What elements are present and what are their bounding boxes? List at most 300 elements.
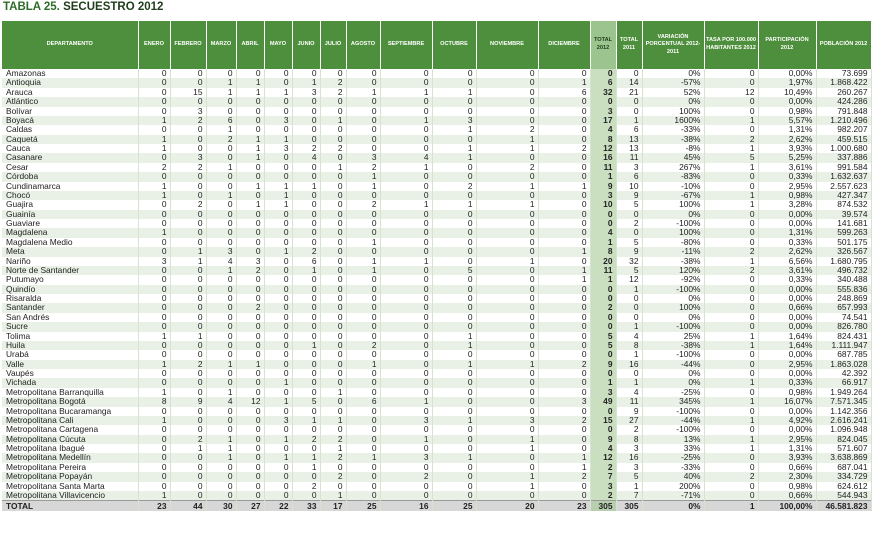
table-cell: 0 <box>236 69 264 78</box>
table-cell: -67% <box>642 191 704 200</box>
table-cell: 0 <box>206 407 236 416</box>
table-cell: 0 <box>138 78 170 87</box>
table-cell: 0 <box>236 275 264 284</box>
table-cell: 624.612 <box>816 482 871 491</box>
column-header: DICIEMBRE <box>538 21 590 69</box>
table-cell: 0 <box>538 294 590 303</box>
table-cell: 459.515 <box>816 135 871 144</box>
table-cell: 0 <box>264 369 292 378</box>
table-cell: 1 <box>292 266 320 275</box>
department-cell: Guaviare <box>2 219 138 228</box>
table-cell: 0 <box>320 425 346 434</box>
table-cell: 1 <box>138 191 170 200</box>
table-cell: 0 <box>264 125 292 134</box>
table-row <box>2 425 871 434</box>
table-row <box>2 116 871 125</box>
department-cell: Metropolitana Ibagué <box>2 444 138 453</box>
table-cell: 0 <box>476 238 538 247</box>
table-cell: 1 <box>476 444 538 453</box>
table-cell: 0 <box>432 444 476 453</box>
table-cell: 0 <box>170 172 206 181</box>
table-cell: 3 <box>432 116 476 125</box>
table-cell: 0 <box>704 313 758 322</box>
table-cell: 1 <box>138 491 170 501</box>
table-cell: 0 <box>380 182 432 191</box>
total-cell: 100,00% <box>758 501 816 512</box>
table-cell: 0 <box>320 322 346 331</box>
table-cell: 1 <box>380 116 432 125</box>
table-cell: 200% <box>642 482 704 491</box>
department-cell: Risaralda <box>2 294 138 303</box>
total-cell: 1 <box>704 501 758 512</box>
total-cell: 30 <box>206 501 236 512</box>
table-cell: 1 <box>538 453 590 462</box>
total-cell: 27 <box>236 501 264 512</box>
table-cell: 13 <box>616 135 642 144</box>
table-cell: 10 <box>616 182 642 191</box>
department-cell: Metropolitana Barranquilla <box>2 388 138 397</box>
table-cell: 0 <box>138 200 170 209</box>
table-cell: 0 <box>264 360 292 369</box>
table-cell: -92% <box>642 275 704 284</box>
total-cell: 22 <box>264 501 292 512</box>
table-cell: 0 <box>320 294 346 303</box>
table-cell: 0 <box>380 491 432 501</box>
table-cell: 0 <box>206 482 236 491</box>
table-cell: 2,95% <box>758 435 816 444</box>
table-row <box>2 182 871 191</box>
table-cell: 0 <box>538 107 590 116</box>
table-cell: 2 <box>292 435 320 444</box>
table-cell: 32 <box>590 88 616 97</box>
table-cell: 0 <box>704 210 758 219</box>
table-cell: 0 <box>264 303 292 312</box>
table-row <box>2 397 871 406</box>
table-cell: 2,95% <box>758 182 816 191</box>
table-cell: 1 <box>476 435 538 444</box>
table-cell: 0,33% <box>758 275 816 284</box>
table-cell: 6 <box>538 88 590 97</box>
department-cell: Metropolitana Villavicencio <box>2 491 138 501</box>
table-cell: 0 <box>380 350 432 359</box>
table-cell: 2 <box>538 416 590 425</box>
department-cell: Metropolitana Pereira <box>2 463 138 472</box>
table-cell: 0,00% <box>758 285 816 294</box>
table-cell: 0 <box>206 144 236 153</box>
table-cell: 1 <box>206 435 236 444</box>
table-row <box>2 247 871 256</box>
table-cell: 0 <box>206 97 236 106</box>
table-cell: 4 <box>590 444 616 453</box>
table-cell: 1 <box>346 453 380 462</box>
table-cell: 1,97% <box>758 78 816 87</box>
table-cell: 0 <box>320 266 346 275</box>
table-cell: 0 <box>292 407 320 416</box>
table-cell: 3 <box>616 444 642 453</box>
table-title <box>3 1 163 15</box>
table-row <box>2 275 871 284</box>
table-row <box>2 266 871 275</box>
total-cell: 25 <box>346 501 380 512</box>
table-row <box>2 135 871 144</box>
table-cell: 0 <box>206 69 236 78</box>
table-cell: 0 <box>476 341 538 350</box>
table-cell: 0 <box>538 200 590 209</box>
department-cell: Vaupés <box>2 369 138 378</box>
table-cell: 0 <box>236 247 264 256</box>
table-cell: 0 <box>476 303 538 312</box>
table-cell: 1 <box>292 463 320 472</box>
table-cell: 0 <box>380 341 432 350</box>
table-cell: 2 <box>292 482 320 491</box>
table-cell: 0 <box>206 172 236 181</box>
table-cell: 0 <box>432 322 476 331</box>
table-cell: 0 <box>206 182 236 191</box>
table-cell: 0 <box>432 407 476 416</box>
table-cell: 0 <box>264 266 292 275</box>
table-cell: 0 <box>292 69 320 78</box>
table-cell: 0 <box>346 285 380 294</box>
table-cell: 1 <box>346 257 380 266</box>
table-cell: 16 <box>590 153 616 162</box>
table-cell: 0 <box>346 444 380 453</box>
table-cell: 0 <box>538 350 590 359</box>
table-cell: 0 <box>236 332 264 341</box>
table-cell: 3 <box>380 416 432 425</box>
table-cell: 0 <box>432 191 476 200</box>
table-row <box>2 332 871 341</box>
table-cell: 0 <box>170 350 206 359</box>
table-cell: 0,98% <box>758 388 816 397</box>
table-cell: 0 <box>432 172 476 181</box>
table-cell: 1 <box>616 378 642 387</box>
table-cell: 0,00% <box>758 97 816 106</box>
table-cell: 2 <box>138 163 170 172</box>
column-header: POBLACIÓN 2012 <box>816 21 871 69</box>
table-cell: 0 <box>476 313 538 322</box>
table-cell: 0 <box>704 482 758 491</box>
table-cell: 334.729 <box>816 472 871 481</box>
table-cell: 248.869 <box>816 294 871 303</box>
table-cell: 1 <box>292 341 320 350</box>
table-cell: 1 <box>264 182 292 191</box>
table-cell: 0 <box>346 463 380 472</box>
table-cell: 3 <box>590 388 616 397</box>
table-cell: 0 <box>704 453 758 462</box>
table-cell: 0 <box>138 266 170 275</box>
table-cell: 0 <box>170 97 206 106</box>
table-cell: 0 <box>170 285 206 294</box>
table-row <box>2 219 871 228</box>
table-cell: 0 <box>538 191 590 200</box>
table-cell: 0 <box>704 78 758 87</box>
department-cell: Metropolitana Cartagena <box>2 425 138 434</box>
table-cell: 0 <box>292 322 320 331</box>
table-cell: 267% <box>642 163 704 172</box>
table-cell: 0 <box>264 275 292 284</box>
table-cell: 3 <box>170 153 206 162</box>
table-cell: 3 <box>476 416 538 425</box>
table-cell: 1.868.422 <box>816 78 871 87</box>
table-cell: 0 <box>346 350 380 359</box>
table-cell: 0 <box>538 303 590 312</box>
table-row <box>2 378 871 387</box>
table-cell: 100% <box>642 200 704 209</box>
table-cell: 0 <box>236 313 264 322</box>
table-row <box>2 313 871 322</box>
table-cell: -38% <box>642 257 704 266</box>
table-cell: 337.886 <box>816 153 871 162</box>
table-cell: 0 <box>616 294 642 303</box>
table-cell: 2 <box>616 219 642 228</box>
department-cell: Atlántico <box>2 97 138 106</box>
table-cell: 0 <box>432 313 476 322</box>
table-cell: 0 <box>206 153 236 162</box>
table-cell: 1 <box>704 257 758 266</box>
table-cell: 3 <box>616 163 642 172</box>
table-cell: 0% <box>642 210 704 219</box>
table-row <box>2 303 871 312</box>
table-cell: 0 <box>206 275 236 284</box>
table-cell: 1 <box>704 332 758 341</box>
table-cell: 0 <box>264 294 292 303</box>
table-cell: 12 <box>704 88 758 97</box>
table-cell: -100% <box>642 407 704 416</box>
table-cell: 0 <box>320 350 346 359</box>
department-cell: Huila <box>2 341 138 350</box>
table-cell: 0 <box>380 97 432 106</box>
table-cell: 0 <box>264 444 292 453</box>
table-cell: 0 <box>292 163 320 172</box>
total-cell: 44 <box>170 501 206 512</box>
table-cell: 0,66% <box>758 463 816 472</box>
table-cell: 1 <box>206 125 236 134</box>
table-cell: 45% <box>642 153 704 162</box>
table-cell: 1 <box>538 182 590 191</box>
table-cell: 0 <box>320 153 346 162</box>
table-cell: 0 <box>292 172 320 181</box>
table-cell: 0 <box>346 125 380 134</box>
table-cell: 0 <box>320 228 346 237</box>
table-cell: 0,66% <box>758 491 816 501</box>
table-cell: 0 <box>170 135 206 144</box>
table-cell: 0 <box>432 257 476 266</box>
table-cell: 0 <box>264 78 292 87</box>
table-cell: 0% <box>642 378 704 387</box>
table-cell: 0 <box>476 210 538 219</box>
table-cell: 0 <box>264 219 292 228</box>
table-cell: 1 <box>346 238 380 247</box>
table-cell: 0 <box>704 97 758 106</box>
table-cell: 0 <box>704 107 758 116</box>
table-cell: 0 <box>704 275 758 284</box>
table-cell: 0 <box>236 482 264 491</box>
table-cell: 0 <box>138 444 170 453</box>
table-row <box>2 444 871 453</box>
table-cell: 0 <box>538 482 590 491</box>
table-cell: 2 <box>320 144 346 153</box>
table-cell: 49 <box>590 397 616 406</box>
table-row <box>2 453 871 462</box>
department-cell: Urabá <box>2 350 138 359</box>
table-cell: 0 <box>704 491 758 501</box>
table-row <box>2 341 871 350</box>
table-cell: 0 <box>206 238 236 247</box>
table-cell: 0 <box>704 322 758 331</box>
table-cell: 0 <box>346 275 380 284</box>
table-cell: 424.286 <box>816 97 871 106</box>
total-row <box>2 501 871 512</box>
table-cell: 326.567 <box>816 247 871 256</box>
table-cell: 4 <box>206 397 236 406</box>
table-cell: 0 <box>320 172 346 181</box>
table-cell: 12 <box>590 144 616 153</box>
table-cell: 0 <box>380 425 432 434</box>
department-cell: Metropolitana Medellín <box>2 453 138 462</box>
table-cell: 42.392 <box>816 369 871 378</box>
column-header: PARTICIPACIÓN 2012 <box>758 21 816 69</box>
table-cell: 544.943 <box>816 491 871 501</box>
table-cell: 0 <box>138 219 170 228</box>
table-cell: 0 <box>704 182 758 191</box>
table-cell: 0 <box>346 388 380 397</box>
table-cell: 1 <box>170 444 206 453</box>
table-cell: 1 <box>476 144 538 153</box>
table-cell: 1 <box>264 88 292 97</box>
table-cell: 0 <box>170 463 206 472</box>
table-cell: 0 <box>170 219 206 228</box>
table-cell: 0 <box>170 78 206 87</box>
table-cell: 0 <box>292 97 320 106</box>
table-cell: 826.780 <box>816 322 871 331</box>
table-cell: 2 <box>476 163 538 172</box>
table-cell: 0 <box>346 472 380 481</box>
table-cell: 0 <box>616 69 642 78</box>
table-cell: 0 <box>538 210 590 219</box>
table-cell: 0 <box>292 135 320 144</box>
table-cell: 141.681 <box>816 219 871 228</box>
table-row <box>2 107 871 116</box>
department-cell: San Andrés <box>2 313 138 322</box>
table-cell: 0 <box>538 69 590 78</box>
table-cell: 1 <box>320 416 346 425</box>
table-cell: 4 <box>590 228 616 237</box>
table-cell: 0 <box>292 294 320 303</box>
table-cell: 1 <box>170 257 206 266</box>
table-row <box>2 125 871 134</box>
table-cell: 496.732 <box>816 266 871 275</box>
column-header: ENERO <box>138 21 170 69</box>
table-cell: 0 <box>138 107 170 116</box>
table-cell: 0 <box>704 407 758 416</box>
table-row <box>2 369 871 378</box>
table-cell: 0 <box>264 491 292 501</box>
table-cell: 0 <box>264 172 292 181</box>
table-cell: 0 <box>206 303 236 312</box>
table-cell: 0 <box>206 200 236 209</box>
table-cell: 1 <box>380 200 432 209</box>
table-cell: 824.045 <box>816 435 871 444</box>
table-cell: 0,98% <box>758 107 816 116</box>
table-cell: 0% <box>642 97 704 106</box>
table-cell: 0 <box>432 378 476 387</box>
table-row <box>2 172 871 181</box>
table-cell: 1 <box>346 266 380 275</box>
secuestro-table <box>2 21 872 511</box>
table-cell: 0 <box>476 116 538 125</box>
table-cell: 1 <box>138 388 170 397</box>
table-cell: 0 <box>476 219 538 228</box>
table-cell: 5 <box>432 266 476 275</box>
column-header: MARZO <box>206 21 236 69</box>
total-label: TOTAL <box>2 501 138 512</box>
table-cell: 0 <box>704 303 758 312</box>
table-cell: 501.175 <box>816 238 871 247</box>
table-cell: 0 <box>264 69 292 78</box>
table-cell: 1 <box>432 200 476 209</box>
table-cell: 20 <box>590 257 616 266</box>
table-cell: 0 <box>380 78 432 87</box>
department-cell: Norte de Santander <box>2 266 138 275</box>
table-cell: 0 <box>236 369 264 378</box>
table-cell: 0 <box>380 388 432 397</box>
table-cell: 0 <box>590 294 616 303</box>
table-cell: 0 <box>138 238 170 247</box>
table-cell: 3 <box>616 463 642 472</box>
table-cell: 0 <box>320 303 346 312</box>
table-cell: 1 <box>476 182 538 191</box>
table-cell: 0 <box>432 425 476 434</box>
table-cell: 3 <box>264 116 292 125</box>
table-row <box>2 294 871 303</box>
table-cell: 3,93% <box>758 144 816 153</box>
table-cell: 1,31% <box>758 228 816 237</box>
table-cell: 345% <box>642 397 704 406</box>
table-cell: 0 <box>170 341 206 350</box>
table-row <box>2 350 871 359</box>
table-cell: 16 <box>616 360 642 369</box>
table-cell: 5 <box>616 472 642 481</box>
table-cell: 5 <box>590 332 616 341</box>
table-cell: 5 <box>616 266 642 275</box>
department-cell: Magdalena Medio <box>2 238 138 247</box>
table-cell: 1 <box>346 172 380 181</box>
department-cell: Guajira <box>2 200 138 209</box>
table-cell: 0 <box>264 107 292 116</box>
table-cell: 657.993 <box>816 303 871 312</box>
table-cell: 0 <box>264 257 292 266</box>
table-cell: 0 <box>138 210 170 219</box>
table-cell: 3.638.869 <box>816 453 871 462</box>
table-cell: 0,00% <box>758 69 816 78</box>
table-cell: 0 <box>476 453 538 462</box>
table-cell: 0 <box>138 369 170 378</box>
table-cell: 0 <box>292 444 320 453</box>
table-cell: 0 <box>346 332 380 341</box>
table-cell: 5 <box>616 200 642 209</box>
table-cell: 1 <box>138 416 170 425</box>
table-cell: 0 <box>292 332 320 341</box>
column-header: TOTAL 2012 <box>590 21 616 69</box>
table-cell: 6 <box>206 116 236 125</box>
table-cell: 0 <box>170 453 206 462</box>
table-cell: 1 <box>264 200 292 209</box>
column-header: ABRIL <box>236 21 264 69</box>
table-cell: 2 <box>704 266 758 275</box>
table-cell: 1600% <box>642 116 704 125</box>
table-cell: 2 <box>320 435 346 444</box>
table-cell: 0,00% <box>758 313 816 322</box>
